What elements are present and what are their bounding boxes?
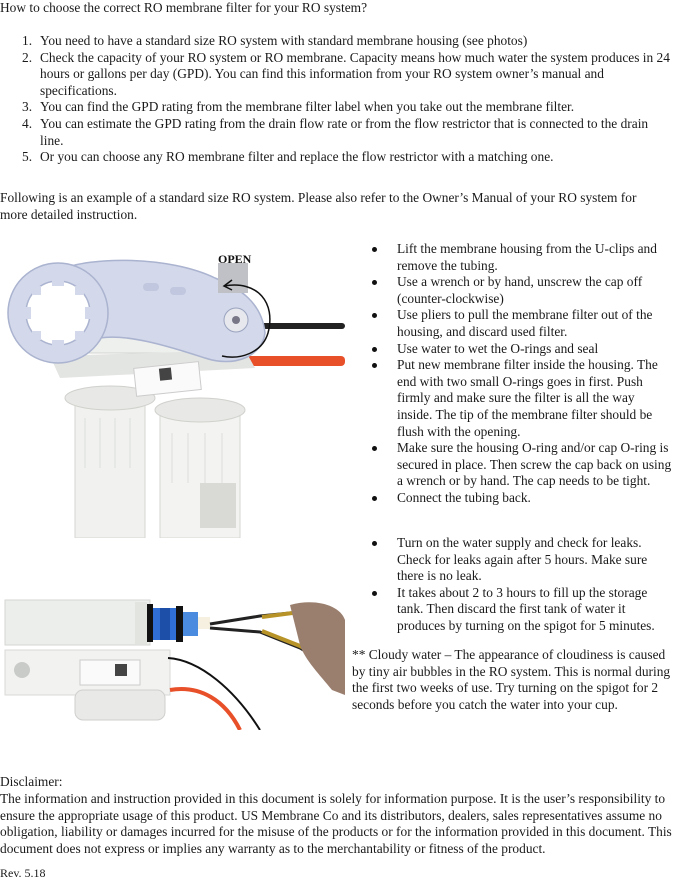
step-item (0, 99, 673, 116)
instruction-text: Turn on the water supply and check for leaks. Check for leaks again after 5 hours. Make sure there is no leak. (397, 535, 648, 584)
instruction-text: Make sure the housing O-ring and/or cap O-ring is secured in place. Then screw the cap back on using a wrench or by hand. The cap needs to be tight. (397, 440, 672, 489)
step-number: 2. (22, 49, 33, 65)
bullet-icon (372, 541, 377, 546)
step-item (0, 116, 673, 149)
step-item (0, 50, 673, 100)
cloudy-water-note: ** Cloudy water – The appearance of cloudiness is caused by tiny air bubbles in the RO system. This is normal during the first two weeks of use. Try turning on the spigot for 2 seconds before you catch the water into your cup. (352, 647, 671, 712)
bullet-icon (372, 247, 377, 252)
instruction-text: Lift the membrane housing from the U-clips and remove the tubing. (397, 241, 657, 273)
open-label: OPEN (218, 252, 252, 266)
step-text: Check the capacity of your RO system or RO membrane. Capacity means how much water the system produces in 24 hours or gallons per day (GPD). You can find this information from your RO system owner’s manual and specifications. (40, 49, 670, 98)
instruction-item (355, 341, 673, 358)
instructions-list-a (355, 241, 673, 507)
instruction-item (355, 490, 673, 507)
intro-paragraph: Following is an example of a standard size RO system. Please also refer to the Owner’s Manual of your RO system for more detailed instruction. (0, 190, 637, 222)
bullet-icon (372, 313, 377, 318)
instruction-item (355, 274, 673, 307)
disclaimer-text: The information and instruction provided in this document is solely for information purpose. It is the user’s responsibility to ensure the appropriate usage of this product. US Membrane Co and its distributors, dealers, sales representatives assume no obligation, liability or damages incurred for the misuse of the products or for the information provided in this document. This document does not express or implies any warranty as to the merchantability or fitness of the product. (0, 791, 672, 856)
ro-system-illustration (0, 238, 345, 538)
step-number: 1. (22, 33, 33, 48)
step-number: 3. (22, 99, 33, 115)
instructions-list-b (355, 535, 673, 635)
instruction-text: It takes about 2 to 3 hours to fill up the storage tank. Then discard the first tank of water it produces by turning on the spigot for 5 minutes. (397, 584, 655, 633)
instruction-item (355, 241, 673, 274)
bullet-icon (372, 446, 377, 451)
step-text: You need to have a standard size RO system with standard membrane housing (see photos) (40, 33, 528, 48)
page-title: How to choose the correct RO membrane filter for your RO system? (0, 0, 368, 15)
step-number: 4. (22, 115, 33, 131)
instruction-text: Use pliers to pull the membrane filter out of the housing, and discard used filter. (397, 307, 653, 339)
step-text: Or you can choose any RO membrane filter and replace the flow restrictor with a matching one. (40, 149, 554, 165)
step-text: You can find the GPD rating from the membrane filter label when you take out the membrane filter. (40, 99, 575, 115)
instruction-item (355, 357, 673, 440)
instruction-item (355, 307, 673, 340)
instruction-text: Use a wrench or by hand, unscrew the cap off (counter-clockwise) (397, 274, 643, 306)
instruction-item (355, 535, 673, 585)
bullet-icon (372, 280, 377, 285)
disclaimer-heading: Disclaimer: (0, 774, 63, 789)
steps-list (0, 33, 673, 166)
instruction-text: Use water to wet the O-rings and seal (397, 340, 599, 356)
bullet-icon (372, 591, 377, 596)
bullet-icon (372, 496, 377, 501)
instruction-text: Connect the tubing back. (397, 489, 531, 505)
ro-system-wrench-photo (0, 238, 345, 538)
instruction-item (355, 585, 673, 635)
pliers-illustration (0, 590, 345, 730)
revision-label: Rev. 5.18 (0, 866, 46, 880)
step-item (0, 149, 673, 166)
instruction-text: Put new membrane filter inside the housing. The end with two small O-rings goes in first. Push firmly and make sure the filter is all the way inside. The tip of the membrane filter should be flush with the opening. (397, 357, 658, 439)
step-text: You can estimate the GPD rating from the drain flow rate or from the flow restrictor that is connected to the drain line. (40, 115, 649, 148)
bullet-icon (372, 363, 377, 368)
step-item (0, 33, 673, 50)
membrane-pliers-photo (0, 590, 345, 730)
instruction-item (355, 440, 673, 490)
bullet-icon (372, 347, 377, 352)
step-number: 5. (22, 149, 33, 165)
